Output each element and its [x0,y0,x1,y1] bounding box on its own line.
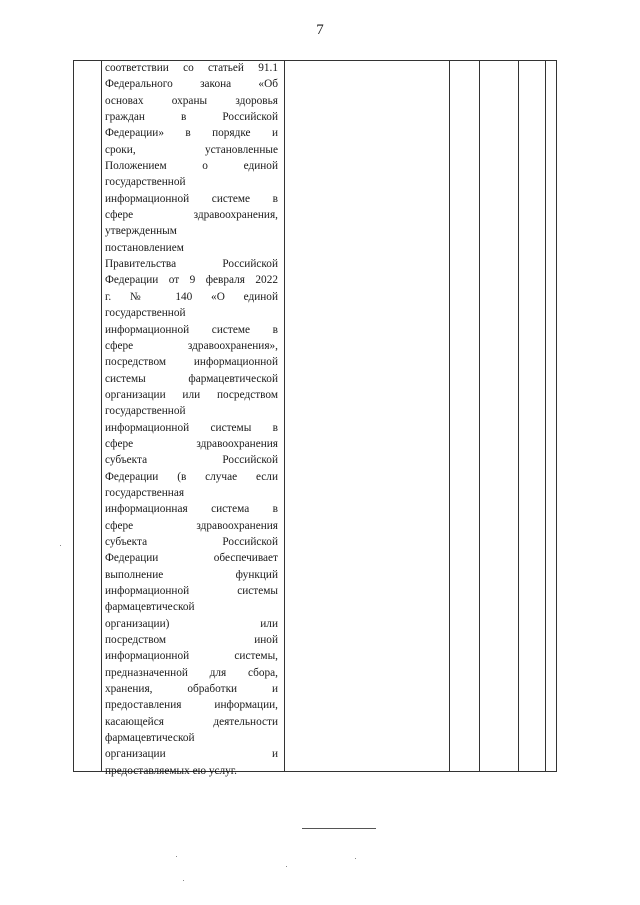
cell-text-line: фармацевтической [105,601,195,614]
cell-text-line: основах охраны здоровья [105,94,278,107]
cell-text-line: выполнение функций [105,568,278,581]
cell-text-line: Правительства Российской [105,258,278,271]
cell-text-line: сфере здравоохранения [105,437,278,450]
column-divider [518,60,519,772]
cell-text-line: Положением о единой [105,160,278,173]
column-divider [479,60,480,772]
footer-separator-line [302,828,376,829]
cell-text-line: посредством иной [105,634,278,647]
cell-text-line: г. № 140 «О единой [105,290,278,303]
cell-text-line: государственной [105,176,186,189]
cell-text-line: Федерации от 9 февраля 2022 [105,274,278,287]
cell-text-line: Федерации (в случае если [105,470,278,483]
cell-text-line: предназначенной для сбора, [105,666,278,679]
cell-text-line: организации) или [105,617,278,630]
scan-speck [355,858,356,859]
cell-text-line: сроки, установленные [105,143,278,156]
cell-text-line: сфере здравоохранения», [105,339,278,352]
cell-text-line: сфере здравоохранения [105,519,278,532]
cell-text-line: предоставляемых ею услуг. [105,764,237,777]
table-cell-text [105,60,278,779]
cell-text-line: государственной [105,307,186,320]
cell-text-line: информационной системе в [105,323,278,336]
cell-text-line: информационная система в [105,503,278,516]
scan-speck [60,545,61,546]
cell-text-line: информационной системы в [105,421,278,434]
cell-text-line: субъекта Российской [105,454,278,467]
cell-text-line: Федерального закона «Об [105,78,278,91]
cell-text-line: субъекта Российской [105,535,278,548]
cell-text-line: организации или посредством [105,388,278,401]
scan-speck [183,880,184,881]
cell-text-line: посредством информационной [105,356,278,369]
cell-text-line: информационной системе в [105,192,278,205]
cell-text-line: хранения, обработки и [105,683,278,696]
page-number: 7 [316,22,324,38]
cell-text-line: предоставления информации, [105,699,278,712]
cell-text-line: граждан в Российской [105,111,278,124]
cell-text-line: постановлением [105,241,184,254]
cell-text-line: системы фармацевтической [105,372,278,385]
cell-text-line: фармацевтической [105,732,195,745]
cell-text-line: государственной [105,405,186,418]
cell-text-line: Федерации» в порядке и [105,127,278,140]
cell-text-line: утвержденным [105,225,177,238]
column-divider [284,60,285,772]
cell-text-line: государственная [105,486,185,499]
cell-text-line: Федерации обеспечивает [105,552,278,565]
column-divider [449,60,450,772]
cell-text-line: соответствии со статьей 91.1 [105,62,278,74]
cell-text-line: информационной системы [105,585,278,597]
scan-speck [286,866,287,867]
cell-text-line: сфере здравоохранения, [105,209,278,222]
column-divider [545,60,546,772]
scan-speck [176,856,177,857]
column-divider [101,60,102,772]
cell-text-line: информационной системы, [105,650,278,663]
cell-text-line: касающейся деятельности [105,715,278,728]
cell-text-line: организации и [105,748,278,761]
